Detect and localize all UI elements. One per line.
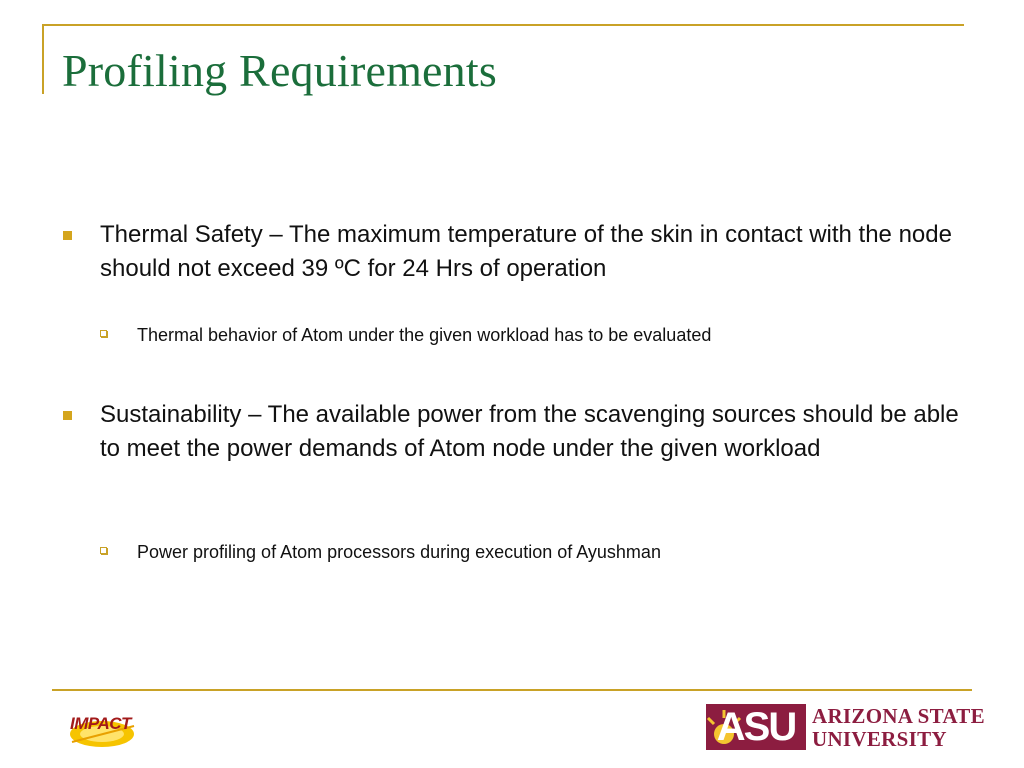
hollow-square-bullet-icon xyxy=(100,547,107,554)
footer-divider xyxy=(52,689,972,691)
bullet-item xyxy=(60,218,960,286)
slide-title: Profiling Requirements xyxy=(62,45,497,96)
top-border-line xyxy=(42,24,964,26)
sub-bullet-text: Power profiling of Atom processors during execution of Ayushman xyxy=(137,542,661,562)
bullet-text: Sustainability – The available power from the scavenging sources should be able to meet the power demands of Atom node under the given workload xyxy=(100,401,959,462)
hollow-square-bullet-icon xyxy=(100,330,107,337)
bullet-text: Thermal Safety – The maximum temperature of the skin in contact with the node should not exceed 39 ºC for 24 Hrs of operation xyxy=(100,221,952,282)
sub-bullet-item xyxy=(100,322,960,348)
asu-name-line2: UNIVERSITY xyxy=(812,727,947,751)
impact-logo-text: IMPACT xyxy=(70,714,131,733)
asu-mark-text: ASU xyxy=(716,705,796,749)
left-border-line xyxy=(42,24,44,94)
sub-bullet-text: Thermal behavior of Atom under the given workload has to be evaluated xyxy=(137,325,712,345)
bullet-item xyxy=(60,398,960,466)
sub-bullet-item xyxy=(100,539,960,565)
asu-name-line1: ARIZONA STATE xyxy=(812,704,985,728)
square-bullet-icon xyxy=(63,411,72,420)
square-bullet-icon xyxy=(63,231,72,240)
asu-mark-block xyxy=(706,704,806,750)
